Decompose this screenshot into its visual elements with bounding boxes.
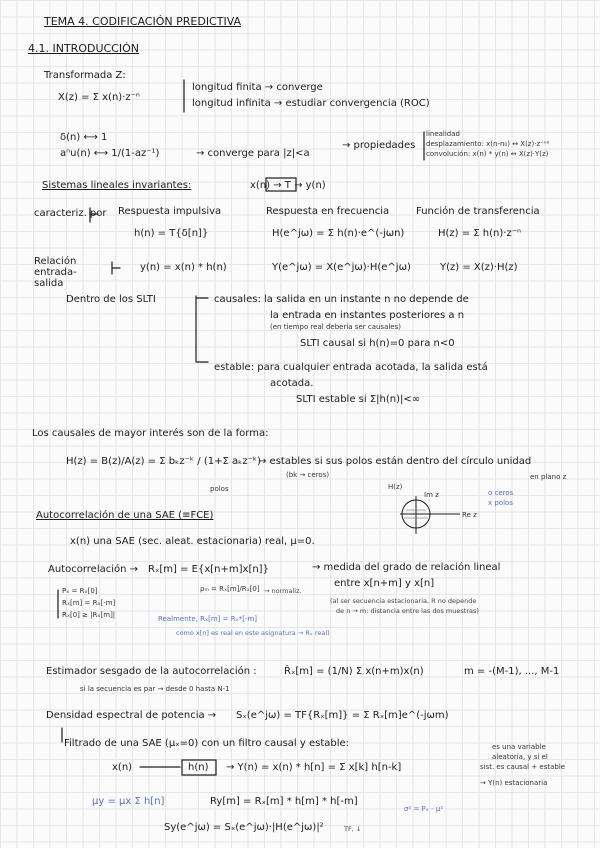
within-brace: [196, 296, 208, 362]
hz-plot-label: H(z): [388, 483, 403, 491]
filter-block-label: h(n): [188, 762, 209, 773]
tf-note: TF, ↓: [344, 825, 362, 833]
causal-def-1: causales: la salida en un instante n no depende de: [214, 294, 469, 305]
finite-length-text: longitud finita → converge: [192, 82, 323, 93]
poles-note: polos: [210, 485, 229, 493]
relation-time: y(n) = x(n) * h(n): [140, 262, 227, 273]
variance-note: σ² = Pₓ - μ²: [404, 805, 444, 813]
estimator-formula: R̂ₓ[m] = (1/N) Σ x(n+m)x(n): [284, 666, 424, 677]
zeros-legend: o ceros: [488, 489, 514, 497]
normalized-autocorr: ρₘ = Rₓ[m]/Rₓ[0]: [200, 585, 260, 593]
sae-definition: x(n) una SAE (sec. aleat. estacionaria) real, μ=0.: [70, 536, 315, 547]
causal-note: (en tiempo real debería ser causales): [270, 323, 401, 331]
z-plane-diagram: [400, 496, 460, 534]
psd-formula: Sₓ(e^jω) = TF{Rₓ[m]} = Σ Rₓ[m]e^(-jωm): [236, 710, 449, 721]
side-note-1: es una variable: [492, 743, 546, 751]
filter-output-formula: → Y(n) = x(n) * h[n] = Σ x[k] h[n-k]: [226, 762, 402, 773]
delta-pair: δ(n) ⟷ 1: [60, 132, 108, 143]
prop-max: Rₓ[0] ≥ |Rₓ[m]|: [62, 611, 116, 619]
zeros-note: (bk → ceros): [286, 471, 330, 479]
relation-label: Relación entrada-salida: [34, 256, 77, 289]
characterized-label: caracteriz. por: [34, 208, 107, 219]
property-convolution: convolución: x(n) * y(n) ↔ X(z)·Y(z): [426, 150, 549, 158]
side-note-2: aleatoria, y si el: [492, 753, 548, 761]
convergence-text: → converge para |z|<a: [196, 148, 310, 159]
page-title: TEMA 4. CODIFICACIÓN PREDICTIVA: [44, 15, 242, 28]
slti-io-diagram: x(n) → T → y(n): [250, 180, 326, 191]
section-title: 4.1. INTRODUCCIÓN: [28, 42, 139, 55]
autocorr-title: Autocorrelación de una SAE (≡FCE): [36, 510, 214, 521]
stability-criterion: → estables si sus polos están dentro del círculo unidad: [258, 456, 532, 467]
transfer-function-formula: H(z) = Σ h(n)·z⁻ⁿ: [438, 228, 521, 239]
prop-power: Pₓ = Rₓ[0]: [62, 587, 98, 595]
transform-formula: X(z) = Σ x(n)·z⁻ⁿ: [58, 92, 140, 103]
frequency-response-formula: H(e^jω) = Σ h(n)·e^(-jωn): [272, 228, 405, 239]
real-note-1: Realmente, Rₓ[m] = Rₓ*[-m]: [158, 615, 257, 623]
stable-condition: SLTI estable si Σ|h(n)|<∞: [296, 394, 421, 405]
causal-def-2: la entrada en instantes posteriores a n: [270, 310, 465, 321]
estimator-note: si la secuencia es par → desde 0 hasta N-1: [80, 685, 230, 693]
output-psd: Sy(e^jω) = Sₓ(e^jω)·|H(e^jω)|²: [164, 822, 324, 833]
normalized-note: → normaliz.: [264, 587, 302, 595]
slti-brace-2: [112, 262, 120, 274]
side-note-4: → Y(n) estacionaria: [480, 779, 548, 787]
stable-def-2: acotada.: [270, 378, 314, 389]
psd-label: Densidad espectral de potencia →: [46, 710, 217, 721]
mean-output: μy = μx Σ h[n]: [92, 796, 165, 807]
causal-form-text: Los causales de mayor interés son de la forma:: [32, 428, 269, 439]
stationary-note-2: de n → m: distancia entre las dos muestras): [336, 607, 479, 615]
impulse-response-heading: Respuesta impulsiva: [118, 206, 222, 217]
causal-form-formula: H(z) = B(z)/A(z) = Σ bₖz⁻ᵏ / (1+Σ aₖz⁻ᵏ): [66, 456, 262, 467]
infinite-length-text: longitud infinita → estudiar convergencia (ROC): [192, 98, 430, 109]
stationary-note-1: (al ser secuencia estacionaria, R no depende: [330, 597, 477, 605]
z-plane-label: en plano z: [530, 473, 567, 481]
estimator-range: m = -(M-1), ..., M-1: [464, 666, 560, 677]
real-note-2: como x[n] es real en este asignatura → Rₓ real): [176, 629, 330, 637]
re-axis-label: Re z: [462, 511, 477, 519]
autocorr-label: Autocorrelación →: [48, 564, 139, 575]
exp-pair: aⁿu(n) ⟷ 1/(1-az⁻¹): [60, 148, 160, 159]
slti-title: Sistemas lineales invariantes:: [42, 180, 192, 191]
property-linearity: linealidad: [426, 130, 460, 138]
relation-z: Y(z) = X(z)·H(z): [440, 262, 518, 273]
transform-label: Transformada Z:: [44, 70, 126, 81]
properties-label: → propiedades: [342, 140, 416, 151]
autocorr-measure-1: → medida del grado de relación lineal: [312, 562, 501, 573]
stable-def-1: estable: para cualquier entrada acotada, la salida está: [214, 362, 488, 373]
transfer-function-heading: Función de transferencia: [416, 206, 540, 217]
causal-condition: SLTI causal si h(n)=0 para n<0: [300, 338, 455, 349]
frequency-response-heading: Respuesta en frecuencia: [266, 206, 390, 217]
output-autocorr: Ry[m] = Rₓ[m] * h[m] * h[-m]: [210, 796, 358, 807]
autocorr-formula: Rₓ[m] = E{x[n+m]x[n]}: [148, 564, 269, 575]
filter-sentence: Filtrado de una SAE (μₓ=0) con un filtro causal y estable:: [64, 738, 350, 749]
property-shift: desplazamiento: x(n-n₀) ↔ X(z)·z⁻ⁿ⁰: [426, 140, 550, 148]
filter-input: x(n): [112, 762, 133, 773]
im-axis-label: Im z: [424, 491, 439, 499]
estimator-label: Estimador sesgado de la autocorrelación :: [46, 666, 257, 677]
relation-frequency: Y(e^jω) = X(e^jω)·H(e^jω): [272, 262, 411, 273]
autocorr-measure-2: entre x[n+m] y x[n]: [334, 578, 435, 589]
within-slti-label: Dentro de los SLTI: [66, 294, 156, 305]
impulse-response-formula: h(n) = T{δ[n]}: [134, 228, 209, 239]
poles-legend: x polos: [488, 499, 513, 507]
side-note-3: sist. es causal + estable: [480, 763, 566, 771]
prop-symmetry: Rₓ[m] = Rₓ[-m]: [62, 599, 116, 607]
